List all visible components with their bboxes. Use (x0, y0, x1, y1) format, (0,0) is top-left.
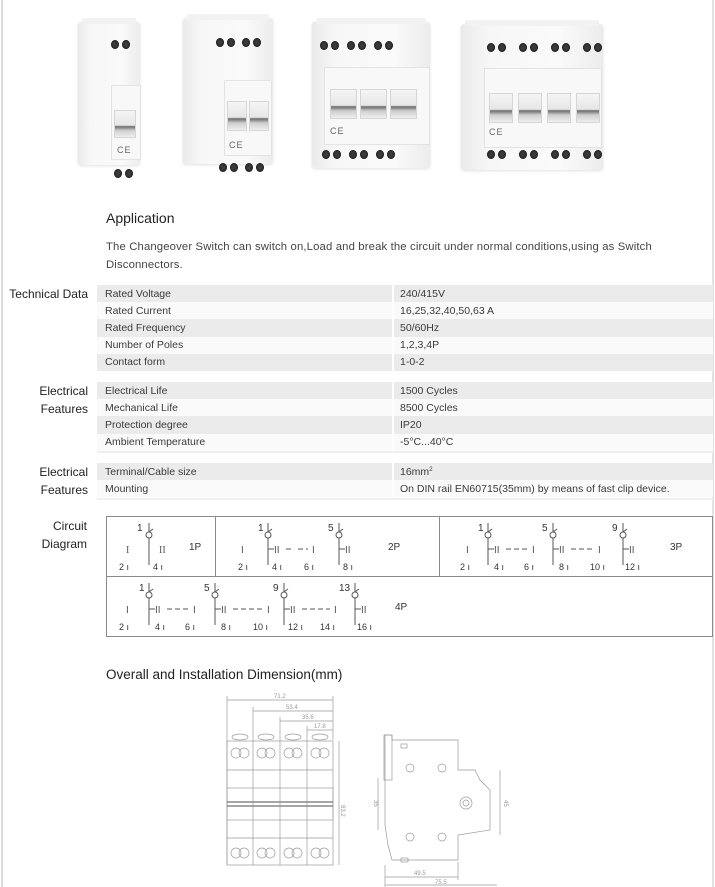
product-image-4p (461, 24, 603, 170)
svg-text:II: II (494, 545, 500, 556)
svg-text:I: I (126, 545, 130, 556)
svg-text:II: II (559, 545, 565, 556)
table-row (97, 399, 713, 416)
svg-text:1: 1 (137, 523, 143, 534)
circuit-diagram-4p (107, 577, 712, 636)
svg-text:I: I (267, 605, 270, 616)
svg-text:1: 1 (139, 583, 145, 594)
electrical-features-table (97, 382, 713, 451)
svg-text:4 ı: 4 ı (272, 562, 283, 572)
ce-mark: CE (229, 140, 244, 150)
product-image-1p (78, 22, 140, 165)
svg-text:2 ı: 2 ı (238, 562, 249, 572)
product-image-2p (183, 18, 273, 164)
svg-text:1: 1 (478, 523, 484, 534)
circuit-2p-svg (216, 517, 440, 577)
application-heading: Application (106, 210, 175, 226)
svg-text:4 ı: 4 ı (153, 562, 164, 572)
spec-value: 16,25,32,40,50,63 A (400, 304, 495, 317)
technical-data-table (97, 285, 713, 371)
svg-text:8 ı: 8 ı (559, 562, 570, 572)
pole-tag: 1P (189, 542, 202, 553)
svg-text:9: 9 (273, 583, 279, 594)
svg-text:2 ı: 2 ı (119, 562, 130, 572)
table-row (97, 434, 713, 451)
svg-text:6 ı: 6 ı (304, 562, 315, 572)
divider (97, 498, 713, 500)
spec-key: Rated Voltage (97, 285, 394, 302)
electrical-features-label-2 (0, 464, 88, 499)
svg-text:I: I (241, 545, 244, 556)
ce-mark: CE (489, 127, 504, 137)
table-row (97, 480, 713, 497)
svg-text:2 ı: 2 ı (460, 562, 471, 572)
pole-tag: 3P (670, 542, 683, 553)
product-image-3p (312, 22, 430, 168)
product-photos (0, 0, 715, 200)
dim-rail: 35 (372, 800, 378, 807)
svg-text:10 ı: 10 ı (590, 562, 606, 572)
electrical-features-label (0, 383, 88, 418)
spec-value: On DIN rail EN60715(35mm) by means of fast clip device. (400, 482, 670, 495)
table-row (97, 416, 713, 433)
label-line: Features (40, 482, 88, 497)
svg-text:II: II (361, 605, 367, 616)
svg-text:I: I (334, 605, 337, 616)
circuit-diagram-box (106, 516, 713, 637)
spec-key: Contact form (97, 354, 394, 371)
svg-text:12 ı: 12 ı (625, 562, 641, 572)
svg-text:16 ı: 16 ı (357, 622, 373, 632)
svg-text:10 ı: 10 ı (253, 622, 269, 632)
spec-key: Ambient Temperature (97, 434, 394, 451)
dim-side-height: 45 (502, 800, 508, 807)
spec-value: 1500 Cycles (400, 384, 458, 397)
svg-text:2 ı: 2 ı (119, 622, 130, 632)
svg-text:II: II (290, 605, 296, 616)
svg-text:I: I (598, 545, 601, 556)
spec-key: Electrical Life (97, 382, 394, 399)
svg-text:8 ı: 8 ı (343, 562, 354, 572)
spec-key: Rated Current (97, 302, 394, 319)
table-row (97, 463, 713, 480)
dim-width-1p: 17.8 (314, 724, 326, 730)
ce-mark: CE (330, 126, 345, 136)
label-line: Electrical (39, 465, 88, 479)
pole-tag: 2P (388, 542, 401, 553)
spec-key: Rated Frequency (97, 319, 394, 336)
label-line: Circuit (52, 519, 87, 533)
front-dimension-drawing (210, 690, 360, 887)
circuit-diagram-3p (440, 517, 712, 577)
dim-width-3p: 53.4 (286, 705, 298, 711)
svg-text:8 ı: 8 ı (221, 622, 232, 632)
application-text: The Changeover Switch can switch on,Load and break the circuit under normal conditions,using as Switch Disconnectors. (106, 241, 652, 271)
svg-text:4 ı: 4 ı (155, 622, 166, 632)
svg-text:4 ı: 4 ı (494, 562, 505, 572)
svg-text:6 ı: 6 ı (185, 622, 196, 632)
ce-mark: CE (117, 145, 132, 155)
circuit-diagram-2p (216, 517, 440, 577)
dim-width-2p: 35.6 (302, 715, 314, 721)
svg-text:5: 5 (328, 523, 334, 534)
svg-text:II: II (159, 545, 166, 556)
label-line: Diagram (41, 536, 87, 551)
dim-width-total: 71.2 (274, 694, 286, 700)
svg-text:5: 5 (204, 583, 210, 594)
label-line: Features (40, 401, 88, 416)
spec-key: Mechanical Life (97, 399, 394, 416)
spec-value: 8500 Cycles (400, 401, 458, 414)
circuit-4p-svg (107, 577, 427, 636)
svg-text:II: II (629, 545, 635, 556)
svg-text:14 ı: 14 ı (320, 622, 336, 632)
side-dimension-drawing (370, 720, 530, 887)
spec-value: -5°C...40°C (400, 436, 454, 449)
svg-text:I: I (193, 605, 196, 616)
dim-depth-inner: 49.5 (414, 871, 426, 877)
svg-text:II: II (274, 545, 280, 556)
dim-depth-total: 75.5 (435, 880, 447, 886)
svg-text:I: I (126, 605, 129, 616)
table-row (97, 382, 713, 399)
label-line: Electrical (39, 384, 88, 398)
spec-value: $16mm^2$ (400, 465, 433, 478)
circuit-diagram-label (20, 518, 87, 553)
technical-data-label: Technical Data (9, 287, 88, 301)
svg-text:12 ı: 12 ı (288, 622, 304, 632)
table-row (97, 302, 713, 319)
spec-key: Mounting (97, 480, 394, 497)
svg-text:I: I (532, 545, 535, 556)
dimensions-heading: Overall and Installation Dimension(mm) (106, 667, 343, 682)
divider (97, 451, 713, 453)
table-row (97, 285, 713, 302)
pole-tag: 4P (395, 602, 408, 613)
svg-text:9: 9 (612, 523, 618, 534)
spec-value: 50/60Hz (400, 321, 440, 334)
svg-text:I: I (466, 545, 469, 556)
svg-text:6 ı: 6 ı (524, 562, 535, 572)
table-row (97, 337, 713, 354)
svg-text:1: 1 (258, 523, 264, 534)
spec-value: 1,2,3,4P (400, 339, 440, 352)
circuit-diagram-1p (107, 517, 216, 577)
svg-text:13: 13 (339, 583, 351, 594)
table-row (97, 354, 713, 371)
spec-key: Terminal/Cable size (97, 463, 394, 480)
spec-key: Protection degree (97, 416, 394, 433)
spec-key: Number of Poles (97, 337, 394, 354)
svg-text:II: II (155, 605, 161, 616)
spec-value: 240/415V (400, 287, 445, 300)
svg-text:5: 5 (542, 523, 548, 534)
table-row (97, 319, 713, 336)
superscript: 2 (429, 466, 433, 473)
electrical-features-table-2 (97, 463, 713, 497)
svg-text:II: II (221, 605, 227, 616)
spec-value: IP20 (400, 418, 422, 431)
dim-height: 83.2 (339, 805, 345, 817)
svg-text:II: II (345, 545, 351, 556)
spec-value: 1-0-2 (400, 356, 425, 369)
svg-text:I: I (312, 545, 315, 556)
